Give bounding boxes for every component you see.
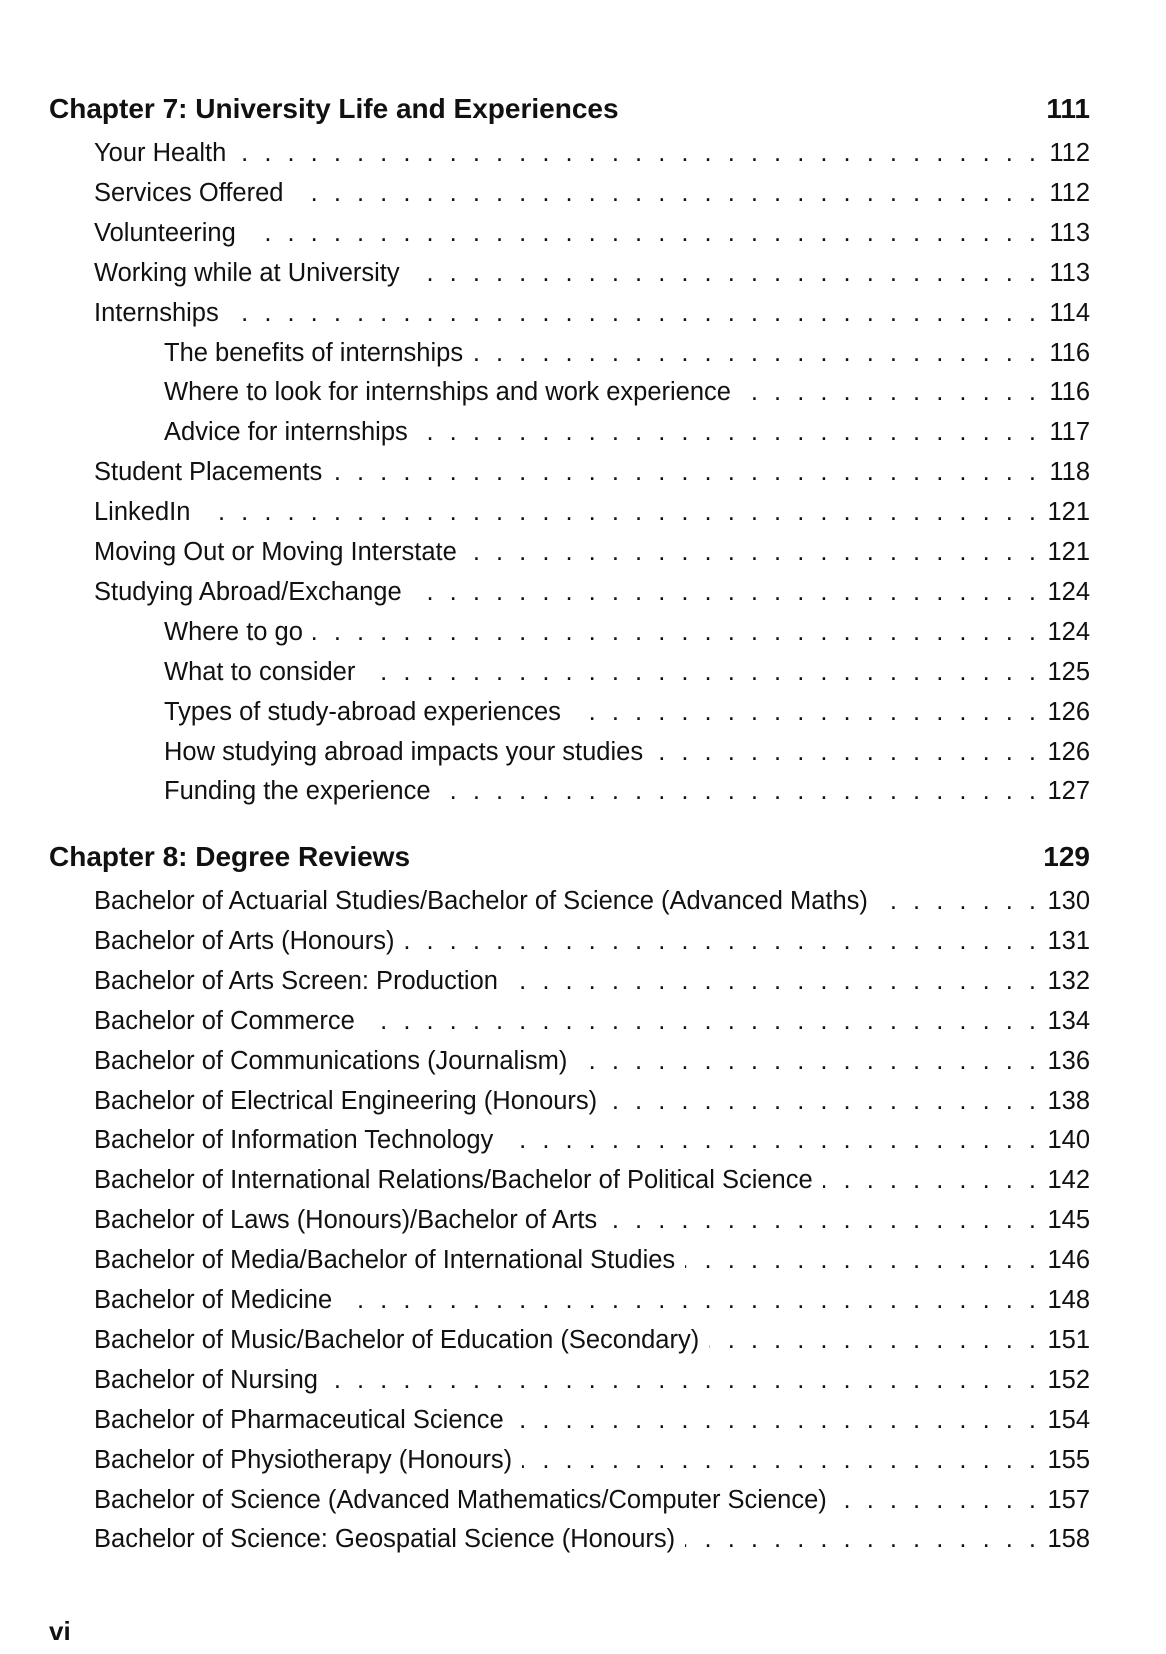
dot-leader: [571, 696, 1036, 728]
entry-page-number: 113: [1049, 258, 1090, 287]
entry-title: Bachelor of Science: Geospatial Science (Honours): [94, 1525, 676, 1554]
toc-subentry[interactable]: [164, 775, 1090, 807]
entry-title: Moving Out or Moving Interstate: [94, 538, 457, 566]
toc-entry[interactable]: [94, 536, 1090, 568]
dot-leader: [236, 137, 1036, 169]
entry-page-number: 145: [1047, 1206, 1090, 1235]
entry-page-number: 127: [1047, 777, 1090, 806]
dot-leader: [365, 656, 1036, 688]
dot-leader: [577, 1045, 1036, 1077]
toc-subentry[interactable]: [164, 656, 1090, 688]
entry-title: Studying Abroad/Exchange: [94, 577, 402, 606]
toc-entry[interactable]: [94, 1484, 1090, 1516]
dot-leader: [229, 297, 1036, 329]
entry-page-number: 124: [1047, 617, 1090, 646]
entry-title: Bachelor of Electrical Engineering (Honours): [94, 1086, 598, 1115]
entry-page-number: 158: [1047, 1525, 1090, 1554]
dot-leader: [837, 1484, 1036, 1516]
entry-title: Internships: [94, 298, 219, 327]
entry-page-number: 121: [1047, 538, 1090, 566]
entry-title: Advice for internships: [164, 418, 408, 447]
dot-leader: [514, 1404, 1036, 1436]
toc-entry[interactable]: [94, 137, 1090, 169]
toc-entry[interactable]: [94, 576, 1090, 608]
entry-page-number: 134: [1047, 1006, 1090, 1035]
dot-leader: [418, 416, 1036, 448]
toc-entry[interactable]: [94, 1124, 1090, 1156]
entry-page-number: 114: [1049, 298, 1090, 327]
entry-title: Bachelor of Physiotherapy (Honours): [94, 1445, 513, 1474]
toc-entry[interactable]: [94, 1324, 1090, 1356]
toc-entry[interactable]: [94, 1444, 1090, 1476]
entry-title: Where to look for internships and work experience: [164, 378, 731, 407]
entry-title: Working while at University: [94, 258, 400, 287]
entry-page-number: 142: [1047, 1166, 1090, 1195]
entry-title: How studying abroad impacts your studies: [164, 737, 644, 766]
toc-subentry[interactable]: [164, 337, 1090, 369]
toc-entry[interactable]: [94, 257, 1090, 289]
entry-page-number: 125: [1047, 657, 1090, 686]
entry-page-number: 148: [1047, 1286, 1090, 1314]
entry-title: What to consider: [164, 657, 356, 686]
entry-page-number: 113: [1049, 218, 1090, 247]
dot-leader: [328, 1364, 1036, 1396]
entry-page-number: 112: [1049, 178, 1090, 207]
dot-leader: [410, 257, 1036, 289]
dot-leader: [412, 576, 1036, 608]
entry-title: Bachelor of Pharmaceutical Science: [94, 1405, 504, 1434]
entry-title: Volunteering: [94, 218, 236, 247]
dot-leader: [508, 965, 1036, 997]
page-number-folio: vi: [49, 1616, 71, 1646]
dot-leader: [709, 1324, 1036, 1356]
toc-subentry[interactable]: [164, 616, 1090, 648]
dot-leader: [332, 456, 1036, 488]
dot-leader: [246, 217, 1036, 249]
entry-title: Bachelor of Nursing: [94, 1365, 318, 1394]
entry-page-number: 112: [1049, 139, 1090, 167]
toc-entry[interactable]: [94, 1244, 1090, 1276]
dot-leader: [503, 1124, 1036, 1156]
entry-page-number: 157: [1047, 1485, 1090, 1514]
entry-title: Bachelor of Actuarial Studies/Bachelor of Science (Advanced Maths): [94, 887, 868, 915]
entry-page-number: 155: [1047, 1445, 1090, 1474]
entry-title: Student Placements: [94, 458, 323, 487]
toc-subentry[interactable]: [164, 376, 1090, 408]
toc-entry[interactable]: [94, 965, 1090, 997]
dot-leader: [441, 775, 1036, 807]
entry-page-number: 136: [1047, 1046, 1090, 1075]
dot-leader: [293, 177, 1036, 209]
entry-page-number: 117: [1049, 418, 1090, 447]
entry-title: Bachelor of Science (Advanced Mathematics/Computer Science): [94, 1485, 827, 1514]
entry-page-number: 126: [1047, 737, 1090, 766]
entry-page-number: 116: [1049, 338, 1090, 367]
entry-page-number: 151: [1047, 1325, 1090, 1354]
dot-leader: [607, 1085, 1036, 1117]
entry-page-number: 152: [1047, 1365, 1090, 1394]
entry-title: Bachelor of Arts Screen: Production: [94, 966, 498, 995]
dot-leader: [404, 925, 1036, 957]
entry-page-number: 140: [1047, 1126, 1090, 1155]
entry-title: The benefits of internships: [164, 338, 464, 367]
entry-title: Your Health: [94, 139, 227, 167]
toc-entry[interactable]: [94, 1523, 1090, 1555]
entry-page-number: 126: [1047, 697, 1090, 726]
chapter-page-number: 111: [1046, 93, 1090, 124]
dot-leader: [473, 337, 1036, 369]
entry-title: Bachelor of Commerce: [94, 1006, 355, 1035]
toc-subentry[interactable]: [164, 416, 1090, 448]
entry-page-number: 146: [1047, 1246, 1090, 1275]
chapter-title: Chapter 8: Degree Reviews: [49, 841, 411, 872]
dot-leader: [522, 1444, 1036, 1476]
entry-page-number: 154: [1047, 1405, 1090, 1434]
toc-entry[interactable]: [94, 496, 1090, 528]
toc-entry[interactable]: [94, 885, 1090, 917]
entry-title: Bachelor of Laws (Honours)/Bachelor of Arts: [94, 1206, 598, 1235]
entry-page-number: 121: [1047, 498, 1090, 527]
dot-leader: [823, 1164, 1036, 1196]
entry-title: Bachelor of Information Technology: [94, 1126, 494, 1155]
entry-page-number: 116: [1049, 378, 1090, 407]
entry-title: Bachelor of Arts (Honours): [94, 926, 395, 955]
entry-title: Bachelor of Medicine: [94, 1286, 333, 1314]
toc-entry[interactable]: [94, 456, 1090, 488]
entry-title: LinkedIn: [94, 498, 191, 527]
chapter-page-number: 129: [1043, 841, 1090, 872]
entry-page-number: 131: [1047, 926, 1090, 955]
toc-entry[interactable]: [94, 1364, 1090, 1396]
toc-entry[interactable]: [94, 297, 1090, 329]
entry-title: Where to go: [164, 617, 303, 646]
chapter-heading[interactable]: [49, 840, 1090, 874]
entry-title: Funding the experience: [164, 777, 431, 806]
dot-leader: [653, 736, 1036, 768]
entry-page-number: 138: [1047, 1086, 1090, 1115]
entry-page-number: 130: [1047, 887, 1090, 915]
entry-page-number: 118: [1049, 458, 1090, 487]
toc-entry[interactable]: [94, 925, 1090, 957]
entry-title: Types of study-abroad experiences: [164, 697, 561, 726]
chapter-title: Chapter 7: University Life and Experiences: [49, 93, 619, 124]
dot-leader: [467, 536, 1036, 568]
toc-entry[interactable]: [94, 1404, 1090, 1436]
toc-subentry[interactable]: [164, 696, 1090, 728]
dot-leader: [607, 1204, 1036, 1236]
dot-leader: [342, 1284, 1036, 1316]
dot-leader: [685, 1244, 1036, 1276]
dot-leader: [741, 376, 1036, 408]
toc-entry[interactable]: [94, 217, 1090, 249]
entry-title: Bachelor of Communications (Journalism): [94, 1046, 568, 1075]
dot-leader: [200, 496, 1036, 528]
entry-title: Bachelor of Music/Bachelor of Education (Secondary): [94, 1325, 700, 1354]
toc-entry[interactable]: [94, 1284, 1090, 1316]
entry-title: Services Offered: [94, 178, 284, 207]
toc-subentry[interactable]: [164, 736, 1090, 768]
toc-entry[interactable]: [94, 1164, 1090, 1196]
entry-page-number: 124: [1047, 577, 1090, 606]
dot-leader: [313, 616, 1036, 648]
entry-title: Bachelor of Media/Bachelor of International Studies: [94, 1246, 676, 1275]
dot-leader: [878, 885, 1036, 917]
dot-leader: [685, 1523, 1036, 1555]
toc-entry[interactable]: [94, 1005, 1090, 1037]
toc-entry[interactable]: [94, 177, 1090, 209]
toc-entry[interactable]: [94, 1085, 1090, 1117]
entry-title: Bachelor of International Relations/Bachelor of Political Science: [94, 1166, 813, 1195]
toc-entry[interactable]: [94, 1204, 1090, 1236]
chapter-heading[interactable]: [49, 92, 1090, 126]
dot-leader: [365, 1005, 1036, 1037]
entry-page-number: 132: [1047, 966, 1090, 995]
toc-entry[interactable]: [94, 1045, 1090, 1077]
